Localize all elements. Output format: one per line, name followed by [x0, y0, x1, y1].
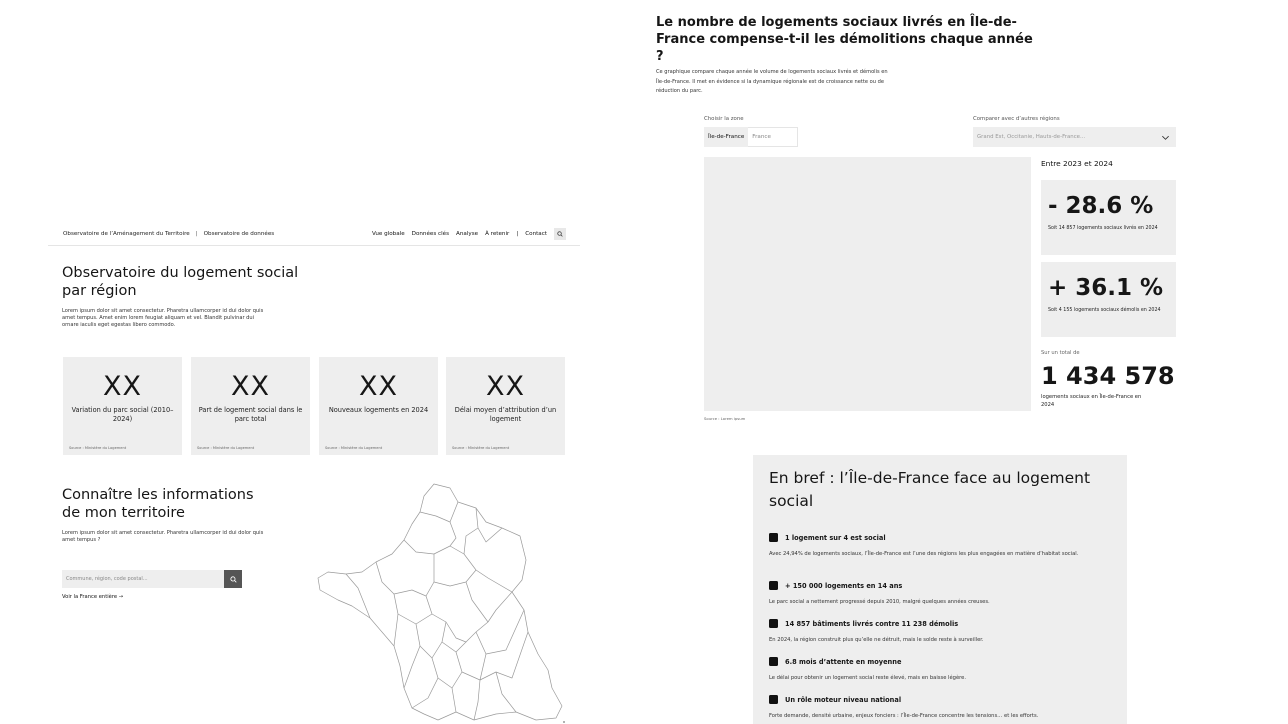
compare-select[interactable] — [973, 127, 1176, 147]
kpi-card — [319, 357, 438, 455]
map-region-border — [464, 528, 478, 554]
bref-item-text: Forte demande, densité urbaine, enjeux fonciers : l’Île-de-France concentre les tensions… et les efforts. — [769, 713, 1039, 719]
kpi-label: Nouveaux logements en 2024 — [328, 406, 429, 414]
map-region-border — [452, 652, 462, 688]
total-label: Sur un total de — [1041, 350, 1080, 356]
en-bref-panel — [753, 455, 1127, 724]
page-title: Observatoire du logement social par région — [62, 265, 299, 299]
hero-lead: Lorem ipsum dolor sit amet consectetur. Pharetra ullamcorper id dui dolor quis amet tempus. Amet enim lorem feugiat aliquam et vel. Blandit pulvinar dui ornare iaculis eget egestas libero commodo. — [62, 308, 264, 328]
bref-item — [769, 695, 1109, 722]
zone-toggle — [704, 127, 798, 147]
map-island-marker — [563, 721, 565, 723]
nav-analyse[interactable]: Analyse — [456, 230, 479, 237]
square-bullet-icon — [769, 695, 778, 704]
chart-section-lead: Ce graphique compare chaque année le volume de logements sociaux livrés et démolis en Île-de-France. Il met en évidence si la dynamique régionale est de croissance nette ou de réduction du parc. — [656, 69, 888, 94]
top-navigation — [48, 222, 580, 246]
kpi-card — [63, 357, 182, 455]
bref-item-heading: 1 logement sur 4 est social — [785, 533, 886, 542]
brand — [63, 231, 274, 237]
site-link[interactable]: Observatoire de données — [203, 230, 275, 237]
kpi-card — [446, 357, 565, 455]
header-search-button[interactable] — [554, 228, 566, 240]
nav-donnees-cles[interactable]: Données clés — [411, 230, 450, 237]
bref-item-text: En 2024, la région construit plus qu’elle ne détruit, mais le solde reste à surveiller. — [769, 637, 984, 643]
chart-placeholder — [704, 157, 1031, 411]
map-region-border — [426, 592, 512, 642]
bref-item-text: Avec 24,94% de logements sociaux, l’Île-de-France est l’une des régions les plus engagées en matière d’habitat social. — [769, 551, 1079, 557]
kpi-value: XX — [359, 371, 398, 402]
kpi-source: Source : Ministère du Logement — [69, 446, 127, 450]
chevron-down-icon — [1161, 133, 1170, 142]
nav-divider: | — [516, 230, 519, 237]
stat-card — [1041, 262, 1176, 337]
bref-item-heading: 6.8 mois d’attente en moyenne — [785, 657, 902, 666]
map-region-border — [412, 678, 438, 708]
map-region-border — [376, 554, 434, 596]
map-region-border — [432, 658, 456, 712]
kpi-label: Délai moyen d’attribution d’un logement — [454, 406, 557, 423]
square-bullet-icon — [769, 619, 778, 628]
map-region-border — [474, 680, 480, 720]
bref-item — [769, 533, 1109, 560]
map-region-border — [420, 622, 446, 658]
map-region-border — [404, 624, 420, 688]
kpi-label: Part de logement social dans le parc total — [198, 406, 303, 423]
bref-item-text: Le délai pour obtenir un logement social reste élevé, mais en baisse légère. — [769, 675, 967, 681]
brand-divider: | — [195, 230, 198, 237]
bref-item-heading: 14 857 bâtiments livrés contre 11 238 démolis — [785, 619, 959, 628]
zone-tab-idf[interactable]: Île-de-France — [704, 127, 748, 147]
compare-select-placeholder: Grand Est, Occitanie, Hauts-de-France... — [977, 134, 1086, 140]
en-bref-title: En bref : l’Île-de-France face au logement social — [769, 469, 1091, 510]
chart-section-title: Le nombre de logements sociaux livrés en Île-de-France compense-t-il les démolitions chaque année ? — [656, 15, 1033, 64]
kpi-source: Source : Ministère du Logement — [325, 446, 383, 450]
square-bullet-icon — [769, 657, 778, 666]
kpi-source: Source : Ministère du Logement — [452, 446, 510, 450]
kpi-value: XX — [486, 371, 525, 402]
stat-value: - 28.6 % — [1048, 193, 1154, 219]
map-region-border — [434, 570, 476, 586]
total-desc: logements sociaux en Île-de-France en 2024 — [1041, 394, 1142, 408]
search-icon — [557, 231, 563, 237]
france-map[interactable] — [316, 482, 566, 724]
kpi-source: Source : Ministère du Logement — [197, 446, 255, 450]
square-bullet-icon — [769, 533, 778, 542]
zone-tab-france[interactable]: France — [748, 127, 798, 147]
map-outline — [318, 484, 562, 720]
total-value: 1 434 578 — [1041, 362, 1175, 390]
org-link[interactable]: Observatoire de l’Aménagement du Territoire — [63, 230, 190, 237]
territory-search-button[interactable] — [224, 570, 242, 588]
kpi-label: Variation du parc social (2010–2024) — [71, 406, 174, 423]
stat-desc: Soit 14 857 logements sociaux livrés en 2024 — [1048, 226, 1158, 231]
map-region-border — [496, 672, 516, 712]
map-region-border — [346, 574, 370, 618]
bref-item — [769, 619, 1109, 646]
map-region-border — [394, 594, 398, 646]
nav-a-retenir[interactable]: À retenir — [485, 230, 510, 237]
search-icon — [230, 576, 237, 583]
map-region-border — [442, 642, 466, 652]
kpi-card — [191, 357, 310, 455]
stat-value: + 36.1 % — [1048, 275, 1164, 301]
kpi-value: XX — [231, 371, 270, 402]
bref-item — [769, 581, 1109, 608]
bref-item-heading: + 150 000 logements en 14 ans — [785, 581, 903, 590]
kpi-value: XX — [103, 371, 142, 402]
compare-label: Comparer avec d’autres régions — [973, 116, 1060, 122]
main-menu — [372, 228, 566, 240]
bref-item-heading: Un rôle moteur niveau national — [785, 695, 902, 704]
zone-label: Choisir la zone — [704, 116, 744, 122]
bref-item-text: Le parc social a nettement progressé depuis 2010, malgré quelques années creuses. — [769, 599, 990, 605]
territory-search-input[interactable]: Commune, région, code postal... — [62, 570, 224, 588]
map-region-border — [476, 632, 486, 680]
bref-item — [769, 657, 1109, 684]
chart-source: Source : Lorem ipsum — [704, 416, 746, 421]
stats-period: Entre 2023 et 2024 — [1041, 159, 1113, 168]
territory-search — [62, 570, 242, 588]
map-region-border — [450, 522, 456, 546]
whole-france-link[interactable]: Voir la France entière → — [62, 594, 124, 600]
map-region-border — [398, 614, 432, 624]
map-region-border — [462, 632, 528, 680]
map-region-border — [420, 502, 458, 522]
stat-card — [1041, 180, 1176, 255]
map-region-border — [466, 582, 488, 622]
nav-vue-globale[interactable]: Vue globale — [371, 230, 405, 237]
stat-desc: Soit 4 155 logements sociaux démolis en 2024 — [1048, 308, 1161, 313]
territory-title: Connaître les informations de mon territoire — [62, 487, 254, 521]
square-bullet-icon — [769, 581, 778, 590]
nav-contact[interactable]: Contact — [525, 230, 547, 237]
territory-lead: Lorem ipsum dolor sit amet consectetur. Pharetra ullamcorper id dui dolor quis amet tempus ? — [62, 530, 264, 543]
